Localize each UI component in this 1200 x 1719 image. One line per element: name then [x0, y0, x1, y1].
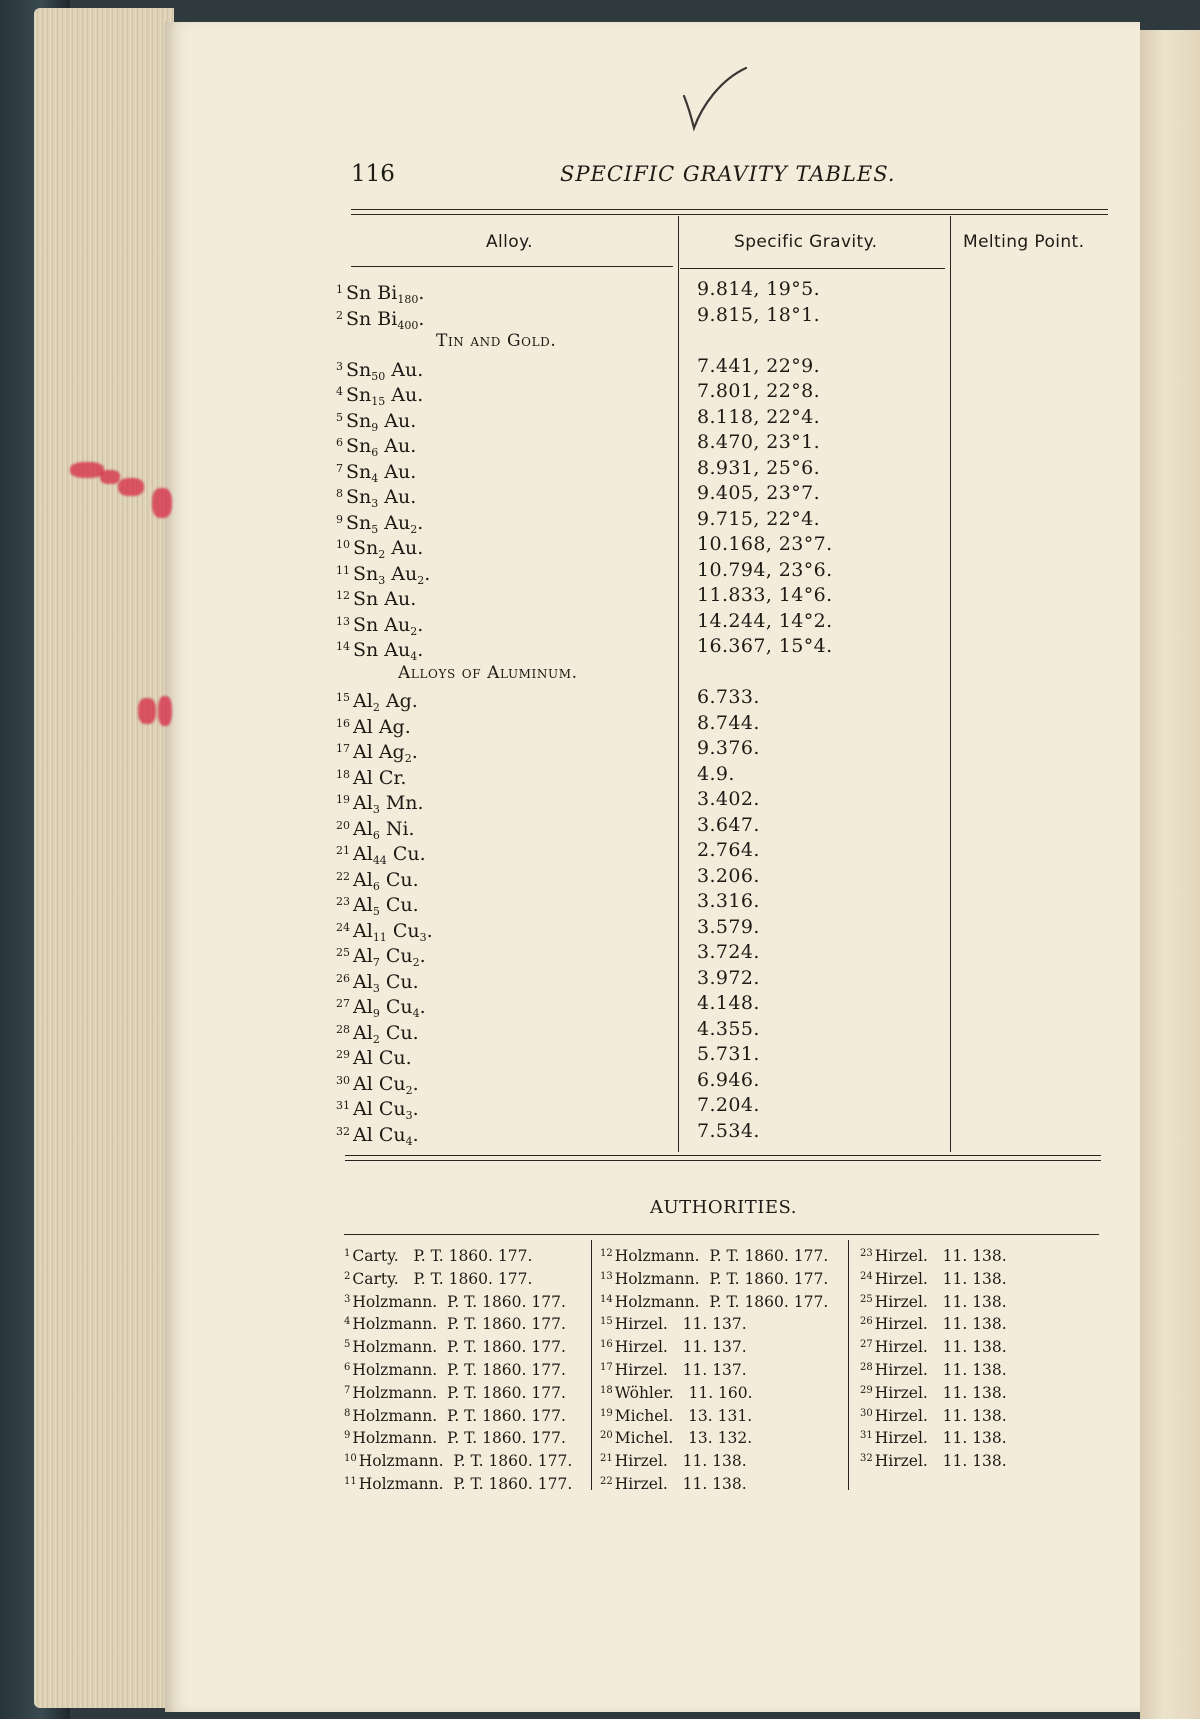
authority-entry [344, 1448, 572, 1471]
specific-gravity-cell: 3.206. [697, 864, 760, 887]
authority-number: 21 [600, 1453, 613, 1465]
row-number: 18 [336, 767, 350, 781]
authority-number: 9 [344, 1430, 351, 1442]
specific-gravity-cell: 6.946. [697, 1068, 760, 1091]
authority-entry [344, 1425, 572, 1448]
table-bottom-rule [345, 1160, 1101, 1161]
authority-entry [860, 1311, 1007, 1334]
authority-citation: Hirzel. 11. 138. [874, 1406, 1007, 1425]
red-ink-mark [70, 462, 104, 478]
authorities-divider [848, 1240, 849, 1490]
row-number: 24 [336, 920, 350, 934]
red-ink-mark [152, 488, 172, 518]
authority-citation: Hirzel. 11. 138. [874, 1247, 1007, 1265]
specific-gravity-cell: 8.931, 25°6. [697, 456, 821, 479]
running-title: SPECIFIC GRAVITY TABLES. [560, 162, 896, 186]
authority-citation: Hirzel. 11. 138. [874, 1452, 1007, 1471]
alloy-cell: $^{12}$ Sn Au. [336, 588, 417, 610]
authority-entry [344, 1471, 572, 1494]
row-number: 10 [336, 538, 350, 551]
authority-entry [344, 1289, 572, 1312]
authority-number: 10 [344, 1453, 357, 1465]
authority-entry [600, 1266, 828, 1289]
alloy-cell: $^6$ $Sn_6$ Au. [336, 435, 417, 459]
authority-citation: Holzmann. P. T. 1860. 177. [358, 1452, 573, 1471]
row-number: 17 [336, 742, 350, 755]
header-divider [351, 266, 673, 267]
authority-number: 30 [860, 1407, 873, 1419]
row-number: 19 [336, 793, 350, 806]
alloy-cell: $^9$ $Sn_5$ $Au_2$. [336, 511, 424, 536]
authority-number: 29 [860, 1384, 873, 1396]
alloy-cell: $^{20}$ $Al_6$ Ni. [336, 817, 415, 842]
alloy-cell: $^{27}$ $Al_9$ $Cu_4$. [336, 996, 426, 1020]
row-number: 6 [336, 436, 343, 449]
specific-gravity-cell: 9.405, 23°7. [697, 482, 821, 504]
authority-citation: Hirzel. 11. 138. [874, 1315, 1007, 1334]
table-top-rule [351, 209, 1108, 210]
row-number: 9 [336, 512, 343, 526]
header-divider [680, 268, 945, 269]
specific-gravity-cell: 16.367, 15°4. [697, 635, 833, 657]
row-number: 21 [336, 844, 350, 857]
column-header-alloy: Alloy. [486, 232, 533, 252]
authority-number: 8 [344, 1407, 351, 1419]
authority-entry [600, 1334, 828, 1357]
specific-gravity-cell: 3.647. [697, 813, 760, 836]
authorities-rule [344, 1234, 1099, 1235]
row-number: 11 [336, 563, 350, 577]
specific-gravity-cell: 14.244, 14°2. [697, 609, 833, 632]
authority-citation: Holzmann. P. T. 1860. 177. [352, 1360, 566, 1379]
row-number: 16 [336, 716, 350, 730]
authority-number: 24 [860, 1270, 873, 1282]
authority-number: 4 [344, 1316, 351, 1328]
alloy-cell: $^{15}$ $Al_2$ Ag. [336, 690, 418, 714]
authority-number: 28 [860, 1361, 873, 1373]
specific-gravity-cell: 7.801, 22°8. [697, 380, 821, 402]
specific-gravity-cell: 3.402. [697, 788, 760, 810]
authority-citation: Holzmann. P. T. 1860. 177. [614, 1269, 829, 1288]
alloy-cell: $^{17}$ Al $Ag_2$. [336, 741, 418, 765]
authority-entry [860, 1425, 1007, 1448]
specific-gravity-cell: 10.168, 23°7. [697, 533, 833, 555]
alloy-cell: $^{23}$ $Al_5$ Cu. [336, 894, 419, 918]
row-number: 13 [336, 614, 350, 628]
red-ink-mark [100, 470, 120, 484]
column-header-melting-point: Melting Point. [963, 232, 1085, 252]
authority-entry [860, 1334, 1007, 1357]
alloy-cell: $^{32}$ Al $Cu_4$. [336, 1123, 419, 1148]
authority-citation: Hirzel. 11. 137. [614, 1338, 747, 1357]
authority-entry [600, 1380, 828, 1403]
alloy-cell: $^{14}$ Sn $Au_4$. [336, 639, 424, 663]
authorities-divider [591, 1240, 592, 1490]
authority-entry [344, 1266, 572, 1289]
authority-number: 2 [344, 1270, 351, 1282]
authority-number: 1 [344, 1248, 351, 1259]
authority-entry [600, 1403, 828, 1426]
authority-entry [860, 1243, 1007, 1266]
specific-gravity-cell: 6.733. [697, 686, 760, 708]
authority-entry [344, 1243, 572, 1266]
specific-gravity-cell: 3.316. [697, 890, 760, 912]
authority-citation: Holzmann. P. T. 1860. 177. [352, 1406, 566, 1425]
authority-entry [600, 1243, 828, 1266]
authority-number: 26 [860, 1316, 873, 1328]
alloy-cell: $^{28}$ $Al_2$ Cu. [336, 1021, 419, 1046]
alloy-cell: $^2$ Sn $Bi_{400}$. [336, 307, 425, 332]
authorities-column-1 [344, 1243, 572, 1494]
row-number: 32 [336, 1124, 350, 1138]
authority-citation: Wöhler. 11. 160. [614, 1383, 753, 1402]
authority-number: 18 [600, 1384, 613, 1396]
authority-citation: Holzmann. P. T. 1860. 177. [614, 1247, 829, 1265]
authority-entry [860, 1448, 1007, 1471]
authority-citation: Hirzel. 11. 137. [614, 1360, 747, 1379]
column-divider [950, 216, 951, 1152]
authority-number: 32 [860, 1453, 873, 1465]
authority-entry [860, 1266, 1007, 1289]
row-number: 5 [336, 410, 343, 424]
authority-entry [344, 1357, 572, 1380]
authority-number: 11 [344, 1475, 357, 1487]
column-divider [678, 216, 679, 1152]
authority-number: 12 [600, 1248, 613, 1259]
row-number: 28 [336, 1022, 350, 1036]
authority-citation: Holzmann. P. T. 1860. 177. [352, 1429, 566, 1448]
row-number: 4 [336, 385, 343, 398]
authority-entry [344, 1380, 572, 1403]
authority-entry [344, 1334, 572, 1357]
authority-citation: Holzmann. P. T. 1860. 177. [352, 1338, 566, 1357]
authority-number: 25 [860, 1293, 873, 1305]
alloy-cell: $^{24}$ $Al_{11}$ $Cu_3$. [336, 919, 433, 944]
column-header-specific-gravity: Specific Gravity. [734, 232, 878, 252]
authority-number: 5 [344, 1339, 351, 1351]
specific-gravity-cell: 7.204. [697, 1094, 760, 1116]
specific-gravity-cell: 7.441, 22°9. [697, 354, 821, 377]
table-section-heading [336, 660, 676, 686]
section-heading-text: Tin and Gold. [436, 331, 557, 351]
authority-entry [600, 1357, 828, 1380]
specific-gravity-column [697, 277, 937, 1144]
authority-entry [600, 1471, 828, 1494]
authority-citation: Carty. P. T. 1860. 177. [352, 1269, 533, 1288]
authority-citation: Hirzel. 11. 138. [614, 1474, 747, 1493]
alloy-cell: $^1$ Sn $Bi_{180}$. [336, 282, 425, 306]
row-number: 25 [336, 946, 350, 959]
specific-gravity-cell: 9.376. [697, 737, 760, 759]
authority-citation: Hirzel. 11. 138. [614, 1452, 747, 1471]
authority-citation: Holzmann. P. T. 1860. 177. [352, 1315, 566, 1334]
specific-gravity-cell: 3.579. [697, 915, 760, 938]
alloy-cell: $^{11}$ $Sn_3$ $Au_2$. [336, 562, 431, 587]
facing-page-edge [1140, 30, 1200, 1719]
specific-gravity-cell: 4.148. [697, 992, 760, 1014]
row-number: 23 [336, 895, 350, 908]
specific-gravity-cell: 8.118, 22°4. [697, 405, 821, 428]
authority-citation: Hirzel. 11. 138. [874, 1269, 1007, 1288]
specific-gravity-cell: 8.470, 23°1. [697, 431, 821, 453]
authority-citation: Carty. P. T. 1860. 177. [352, 1247, 533, 1265]
authority-number: 22 [600, 1475, 613, 1487]
alloy-cell: $^{26}$ $Al_3$ Cu. [336, 970, 419, 995]
specific-gravity-cell: 9.814, 19°5. [697, 278, 821, 300]
authority-number: 20 [600, 1430, 613, 1442]
specific-gravity-cell: 7.534. [697, 1119, 760, 1142]
authority-number: 19 [600, 1407, 613, 1419]
authority-number: 27 [860, 1339, 873, 1351]
table-bottom-rule [345, 1155, 1101, 1156]
authorities-title: AUTHORITIES. [650, 1197, 797, 1218]
alloy-cell: $^{31}$ Al $Cu_3$. [336, 1098, 419, 1122]
row-number: 15 [336, 691, 350, 704]
authority-number: 17 [600, 1361, 613, 1373]
row-number: 1 [336, 283, 343, 296]
specific-gravity-cell: 4.355. [697, 1017, 760, 1040]
alloy-cell: $^7$ $Sn_4$ Au. [336, 460, 417, 485]
authority-citation: Hirzel. 11. 138. [874, 1429, 1007, 1448]
red-ink-mark [118, 478, 144, 496]
row-number: 31 [336, 1099, 350, 1112]
authority-citation: Michel. 13. 131. [614, 1406, 753, 1425]
alloy-cell: $^{16}$ Al Ag. [336, 715, 411, 738]
authority-citation: Hirzel. 11. 138. [874, 1338, 1007, 1357]
authority-entry [600, 1289, 828, 1312]
table-row-spacer [697, 328, 937, 354]
authority-entry [860, 1289, 1007, 1312]
alloy-cell: $^4$ $Sn_{15}$ Au. [336, 384, 424, 408]
row-number: 30 [336, 1073, 350, 1087]
alloy-cell: $^{10}$ $Sn_2$ Au. [336, 537, 424, 561]
specific-gravity-cell: 8.744. [697, 711, 760, 734]
authority-entry [344, 1403, 572, 1426]
authority-citation: Holzmann. P. T. 1860. 177. [352, 1292, 566, 1311]
table-row-spacer [697, 660, 937, 686]
authority-citation: Hirzel. 11. 137. [614, 1315, 747, 1334]
specific-gravity-cell: 2.764. [697, 839, 760, 861]
specific-gravity-cell: 9.815, 18°1. [697, 303, 821, 326]
alloy-cell: $^{30}$ Al $Cu_2$. [336, 1072, 419, 1097]
authority-entry [860, 1403, 1007, 1426]
authority-number: 16 [600, 1339, 613, 1351]
authorities-column-3 [860, 1243, 1007, 1471]
row-number: 14 [336, 640, 350, 653]
authority-entry [344, 1311, 572, 1334]
authority-number: 31 [860, 1430, 873, 1442]
alloy-cell: $^3$ $Sn_{50}$ Au. [336, 358, 424, 383]
red-ink-mark [138, 698, 156, 724]
authority-number: 6 [344, 1361, 351, 1373]
specific-gravity-cell: 5.731. [697, 1043, 760, 1065]
row-number: 27 [336, 997, 350, 1010]
authority-citation: Holzmann. P. T. 1860. 177. [358, 1474, 573, 1493]
authority-number: 15 [600, 1316, 613, 1328]
alloy-column [336, 277, 676, 1148]
authority-citation: Holzmann. P. T. 1860. 177. [352, 1383, 566, 1402]
authority-number: 23 [860, 1248, 873, 1259]
authority-entry [860, 1380, 1007, 1403]
row-number: 7 [336, 461, 343, 475]
authority-entry [600, 1448, 828, 1471]
alloy-cell: $^{13}$ Sn $Au_2$. [336, 613, 424, 638]
section-heading-text: Alloys of Aluminum. [398, 662, 578, 683]
table-section-heading [336, 328, 676, 354]
specific-gravity-cell: 3.724. [697, 941, 760, 963]
row-number: 29 [336, 1048, 350, 1061]
row-number: 2 [336, 308, 343, 322]
alloy-cell: $^8$ $Sn_3$ Au. [336, 486, 417, 510]
specific-gravity-cell: 9.715, 22°4. [697, 507, 821, 530]
specific-gravity-cell: 10.794, 23°6. [697, 558, 833, 581]
row-number: 20 [336, 818, 350, 832]
page-number: 116 [351, 161, 395, 187]
specific-gravity-cell: 4.9. [697, 762, 735, 785]
table-top-rule [351, 214, 1108, 215]
authorities-column-2 [600, 1243, 828, 1494]
page-edges [34, 8, 174, 1708]
alloy-cell: $^{21}$ $Al_{44}$ Cu. [336, 843, 426, 867]
authority-entry [600, 1425, 828, 1448]
authority-citation: Hirzel. 11. 138. [874, 1383, 1007, 1402]
row-number: 3 [336, 359, 343, 373]
authority-entry [600, 1311, 828, 1334]
authority-number: 14 [600, 1293, 613, 1305]
alloy-cell: $^{19}$ $Al_3$ Mn. [336, 792, 424, 816]
authority-citation: Holzmann. P. T. 1860. 177. [614, 1292, 829, 1311]
authority-citation: Michel. 13. 132. [614, 1429, 753, 1448]
alloy-cell: $^5$ $Sn_9$ Au. [336, 409, 417, 434]
authority-number: 3 [344, 1293, 351, 1305]
authority-number: 13 [600, 1270, 613, 1282]
row-number: 26 [336, 971, 350, 985]
authority-number: 7 [344, 1384, 351, 1396]
specific-gravity-cell: 3.972. [697, 966, 760, 989]
authority-entry [860, 1357, 1007, 1380]
specific-gravity-cell: 11.833, 14°6. [697, 584, 833, 606]
red-ink-mark [158, 696, 172, 726]
alloy-cell: $^{18}$ Al Cr. [336, 766, 407, 789]
alloy-cell: $^{29}$ Al Cu. [336, 1047, 412, 1069]
row-number: 8 [336, 487, 343, 500]
pencil-check-mark [680, 62, 750, 132]
authority-citation: Hirzel. 11. 138. [874, 1360, 1007, 1379]
row-number: 12 [336, 589, 350, 602]
authority-citation: Hirzel. 11. 138. [874, 1292, 1007, 1311]
alloy-cell: $^{22}$ $Al_6$ Cu. [336, 868, 419, 893]
row-number: 22 [336, 869, 350, 883]
alloy-cell: $^{25}$ $Al_7$ $Cu_2$. [336, 945, 426, 969]
